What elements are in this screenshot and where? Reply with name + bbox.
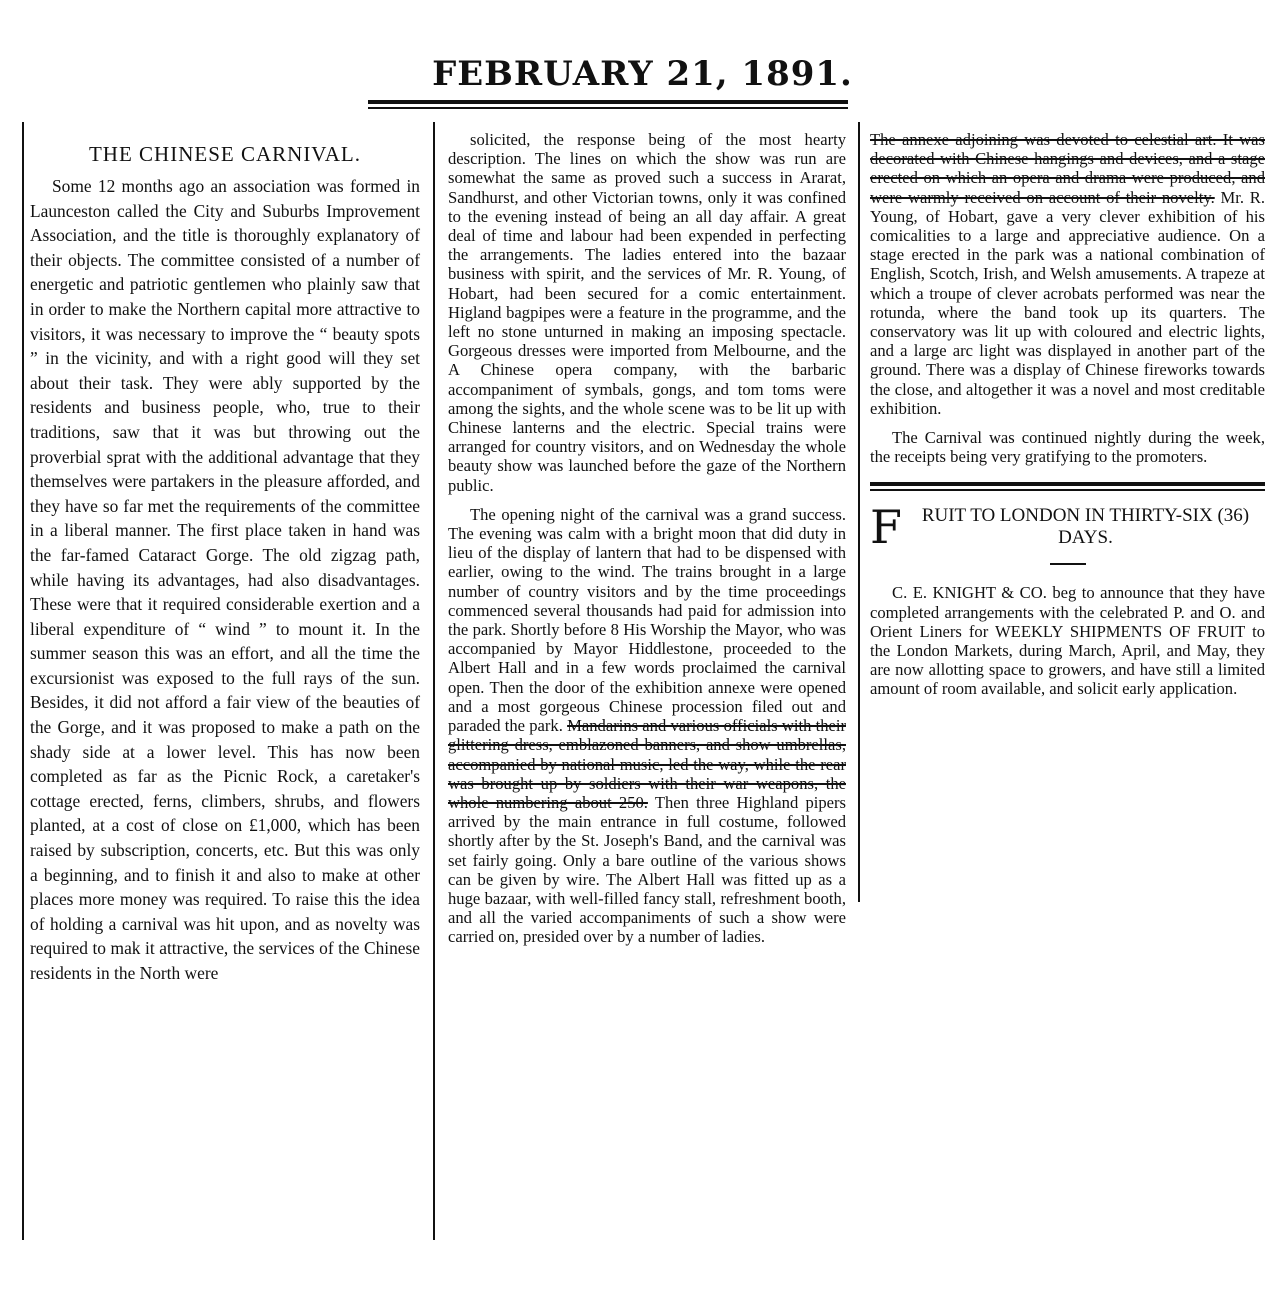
struck-text: Mandarins and various officials with their glittering dress, emblazoned banners, and show umbrellas, accompanied by national music, led the way, while the rear was brought up by soldiers with their war weapons, the whole numbering about 250. [448, 716, 846, 812]
short-rule [1050, 563, 1086, 565]
column-rule-2 [858, 122, 860, 902]
advert-headline [870, 500, 1265, 555]
masthead-rule-thin [368, 107, 848, 109]
article-paragraph: The Carnival was continued nightly during the week, the receipts being very gratifying to the promoters. [870, 428, 1265, 467]
masthead-rule-thick [368, 100, 848, 104]
article-paragraph [870, 130, 1265, 418]
article-text: Mr. R. Young, of Hobart, gave a very clever exhibition of his comicalities to a large and appreciative audience. On a stage erected in the park was a national combination of English, Scotch, Irish, and Welsh amusements. A trapeze at which a troupe of clever acrobats performed was near the rotunda, where the band took up its quarters. The conservatory was lit up with coloured and electric lights, and a large arc light was displayed in another part of the ground. There was a display of Chinese fireworks towards the close, and altogether it was a novel and most creditable exhibition. [870, 187, 1265, 418]
article-text: A Chinese opera company, with the barbaric accompaniment of symbals, gongs, and tom toms were among the sights, and the whole scene was to be lit up with Chinese lanterns and the electric. Special trains were arranged for country visitors, and on Wednesday the whole beauty show was launched before the gaze of the Northern public. [448, 360, 846, 495]
dropcap: F [870, 500, 902, 555]
article-paragraph: Some 12 months ago an association was formed in Launceston called the City and Suburbs Improvement Association, and the title is thoroughly explanatory of their objects. The committee consisted of a number of energetic and patriotic gentlemen who plainly saw that in order to make the Northern capital more attractive to visitors, it was necessary to improve the “ beauty spots ” in the vicinity, and with a right good will they set about their task. They were ably supported by the residents and business people, who, true to their traditions, saw that it was but throwing out the proverbial sprat with the additional advantage that they themselves were partakers in the pleasure afforded, and they have so far met the requirements of the committee in a liberal manner. The first place taken in hand was the far-famed Cataract Gorge. The old zigzag path, while having its advantages, had also disadvantages. These were that it required considerable exertion and a liberal expenditure of “ wind ” to mount it. In the summer season this was an effort, and all the time the excursionist was exposed to the full rays of the sun. Besides, it did not afford a fair view of the beauties of the Gorge, and it was proposed to make a path on the shady side at a lower level. This has now been completed as far as the Picnic Rock, a caretaker's cottage erected, ferns, climbers, shrubs, and flowers planted, at a cost of close on £1,000, which has been raised by subscription, concerts, etc. But this was only a beginning, and to finish it and also to make at other places more money was required. To raise this the idea of holding a carnival was hit upon, and as novelty was required to mak it attractive, the services of the Chinese residents in the North were [30, 176, 420, 983]
column-3 [870, 130, 1265, 699]
article-headline: THE CHINESE CARNIVAL. [88, 142, 362, 166]
section-rule-thin [870, 489, 1265, 491]
article-paragraph [448, 130, 846, 495]
column-1 [30, 142, 420, 986]
article-text: solicited, the response being of the most hearty description. The lines on which the show was run are somewhat the same as proved such a success in Ararat, Sandhurst, and other Victorian towns, only it was confined to the evening instead of being an all day affair. A great deal of time and labour had been expended in perfecting the arrangements. The ladies entered into the bazaar business with spirit, and the services of Mr. R. Young, of Hobart, had been secured for a comic entertainment. Higland bagpipes were a feature in the programme, and the [448, 130, 846, 322]
column-2 [448, 130, 846, 947]
section-rule-thick [870, 482, 1265, 486]
advert-body: C. E. KNIGHT & CO. beg to announce that they have completed arrangements with the celebrated P. and O. and Orient Liners for WEEKLY SHIPMENTS OF FRUIT to the London Markets, during March, April, and May, they are now allotting space to growers, and have still a limited amount of room available, and solicit early application. [870, 583, 1265, 699]
struck-text: The annexe adjoining was devoted to celestial art. It was decorated with Chinese hangings and devices, and a stage erected on which an opera and drama were produced, and were warmly received on account of their novelty. [870, 130, 1265, 207]
article-text: left no stone unturned in making an imposing spectacle. Gorgeous dresses were imported from Melbourne, and the [448, 322, 846, 361]
article-text: Then three Highland pipers arrived by the main entrance in full costume, followed shortly after by the St. Joseph's Band, and the carnival was set fairly going. Only a bare outline of the various shows can be given by wire. The Albert Hall was fitted up as a huge bazaar, with well-filled fancy stall, refreshment booth, and all the varied accompaniments of such a show were carried on, presided over by a number of ladies. [448, 792, 846, 947]
article-paragraph [448, 505, 846, 947]
advert-headline-text: RUIT TO LONDON IN THIRTY-SIX (36) DAYS. [921, 505, 1250, 549]
column-rule-1 [433, 122, 435, 1240]
masthead-date: FEBRUARY 21, 1891. [432, 54, 853, 94]
column-rule-left [22, 122, 24, 1240]
article-text: The opening night of the carnival was a grand success. The evening was calm with a bright moon that did duty in lieu of the display of lantern that had to be dispensed with earlier, owing to the wind. The trains brought in a large number of country visitors and by the time proceedings commenced several thousands had paid for admission into the park. Shortly before 8 His Worship the Mayor, who was accompanied by Mayor Hiddlestone, proceeded to the Albert Hall and in a few words proclaimed the carnival open. Then the door of the exhibition annexe were opened and a most gorgeous Chinese procession filed out and paraded the park. [448, 504, 846, 736]
